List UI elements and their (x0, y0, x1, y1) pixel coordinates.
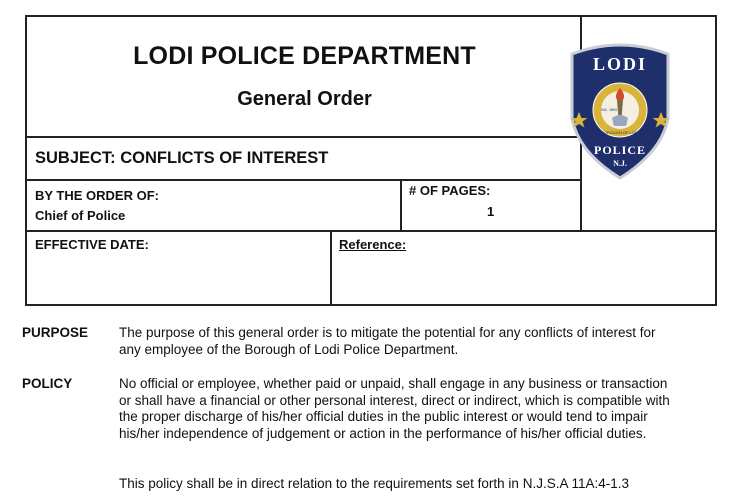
policy-heading: POLICY (22, 376, 73, 391)
badge-inc-text: INC. 1894 (601, 108, 617, 112)
divider-subject-order (27, 179, 582, 181)
subject-line: SUBJECT: CONFLICTS OF INTEREST (35, 149, 329, 167)
hand-icon (612, 115, 628, 126)
pages-label: # OF PAGES: (409, 183, 491, 198)
purpose-line: any employee of the Borough of Lodi Police Department. (119, 341, 459, 357)
by-order-label: BY THE ORDER OF: (35, 188, 159, 203)
divider-title-subject (27, 136, 582, 138)
pages-value: 1 (487, 204, 495, 219)
policy-line: No official or employee, whether paid or unpaid, shall engage in any business or transaction (119, 376, 668, 391)
badge-state-text: N.J. (613, 159, 627, 168)
policy-text (119, 376, 719, 442)
badge-ring-text: BOROUGH OF LODI (601, 130, 639, 135)
effective-date-label: EFFECTIVE DATE: (35, 237, 149, 252)
purpose-line: The purpose of this general order is to mitigate the potential for any conflicts of interest for (119, 325, 656, 340)
policy-line: his/her independence of judgement or action in the performance of his/her official duties. (119, 425, 647, 441)
divider-effective-reference (330, 230, 332, 306)
policy-line: or shall have a financial or other personal interest, direct or indirect, which is compatible with (119, 392, 670, 408)
policy-note: This policy shall be in direct relation to the requirements set forth in N.J.S.A 11A:4-1.3 (119, 476, 630, 491)
reference-label: Reference: (339, 237, 407, 252)
police-badge-logo (566, 40, 674, 180)
purpose-text (119, 325, 719, 358)
badge-bottom-text: POLICE (593, 143, 647, 157)
divider-order-effective (27, 230, 717, 232)
badge-top-text: LODI (592, 54, 648, 74)
divider-order-pages (400, 179, 402, 232)
department-title: LODI POLICE DEPARTMENT (133, 42, 476, 70)
by-order-value: Chief of Police (35, 208, 126, 223)
purpose-heading: PURPOSE (22, 325, 89, 340)
policy-line: the proper discharge of his/her official duties in the public interest or would tend to impair (119, 409, 648, 424)
document-type: General Order (237, 88, 372, 110)
